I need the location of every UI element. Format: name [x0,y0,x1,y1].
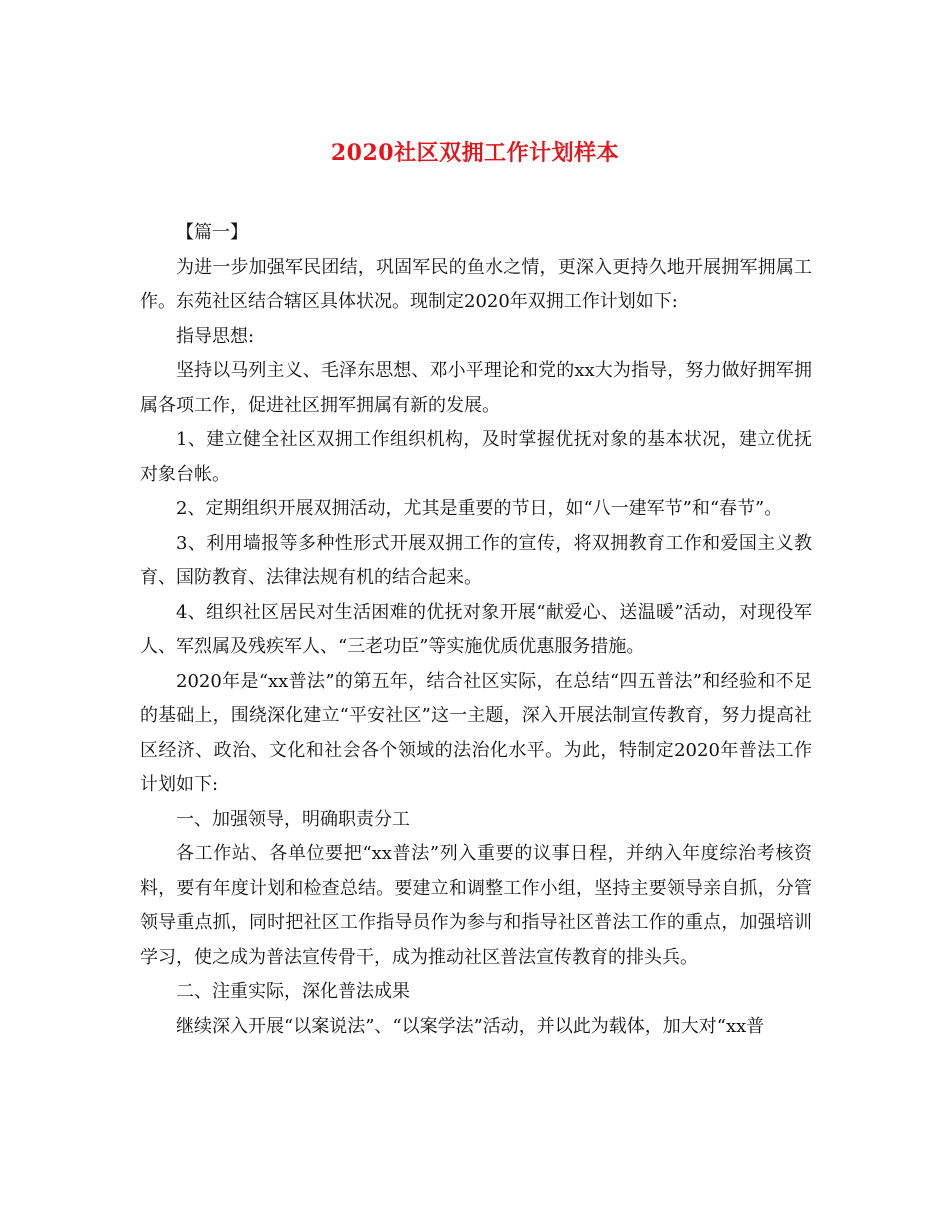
section-heading: 二、注重实际，深化普法成果 [176,981,410,1002]
paragraph: 2020年是“xx普法”的第五年，结合社区实际，在总结“四五普法”和经验和不足的基础上，围绕深化建立“平安社区”这一主题，深入开展法制宣传教育，努力提高社区经济、政治、文化和社会各个领域的法治化水平。为此，特制定2020年普法工作计划如下: [140,670,812,795]
paragraph: 坚持以马列主义、毛泽东思想、邓小平理论和党的xx大为指导，努力做好拥军拥属各项工作，促进社区拥军拥属有新的发展。 [140,360,812,416]
paragraph: 2、定期组织开展双拥活动，尤其是重要的节日，如“八一建军节”和“春节”。 [176,498,783,519]
paragraph: 指导思想: [176,325,255,347]
paragraph: 继续深入开展“以案说法”、“以案学法”活动，并以此为载体，加大对“xx普 [176,1015,765,1037]
paragraph: 1、建立健全社区双拥工作组织机构，及时掌握优抚对象的基本状况，建立优抚对象台帐。 [140,429,812,485]
paragraph: 各工作站、各单位要把“xx普法”列入重要的议事日程，并纳入年度综治考核资料，要有年度计划和检查总结。要建立和调整工作小组，坚持主要领导亲自抓，分管领导重点抓，同时把社区工作指导员作为参与和指导社区普法工作的重点，加强培训学习，使之成为普法宣传骨干，成为推动社区普法宣传教育的排头兵。 [140,843,812,968]
document-title: 2020社区双拥工作计划样本 [330,140,620,166]
section-heading: 一、加强领导，明确职责分工 [176,808,410,830]
document-body [140,216,812,1044]
section-label: 【篇一】 [176,222,248,243]
paragraph: 3、利用墙报等多种性形式开展双拥工作的宣传，将双拥教育工作和爱国主义教育、国防教育、法律法规有机的结合起来。 [140,532,812,588]
paragraph: 为进一步加强军民团结，巩固军民的鱼水之情，更深入更持久地开展拥军拥属工作。东苑社区结合辖区具体状况。现制定2020年双拥工作计划如下: [140,256,812,312]
paragraph: 4、组织社区居民对生活困难的优抚对象开展“献爱心、送温暖”活动，对现役军人、军烈属及残疾军人、“三老功臣”等实施优质优惠服务措施。 [140,601,812,657]
